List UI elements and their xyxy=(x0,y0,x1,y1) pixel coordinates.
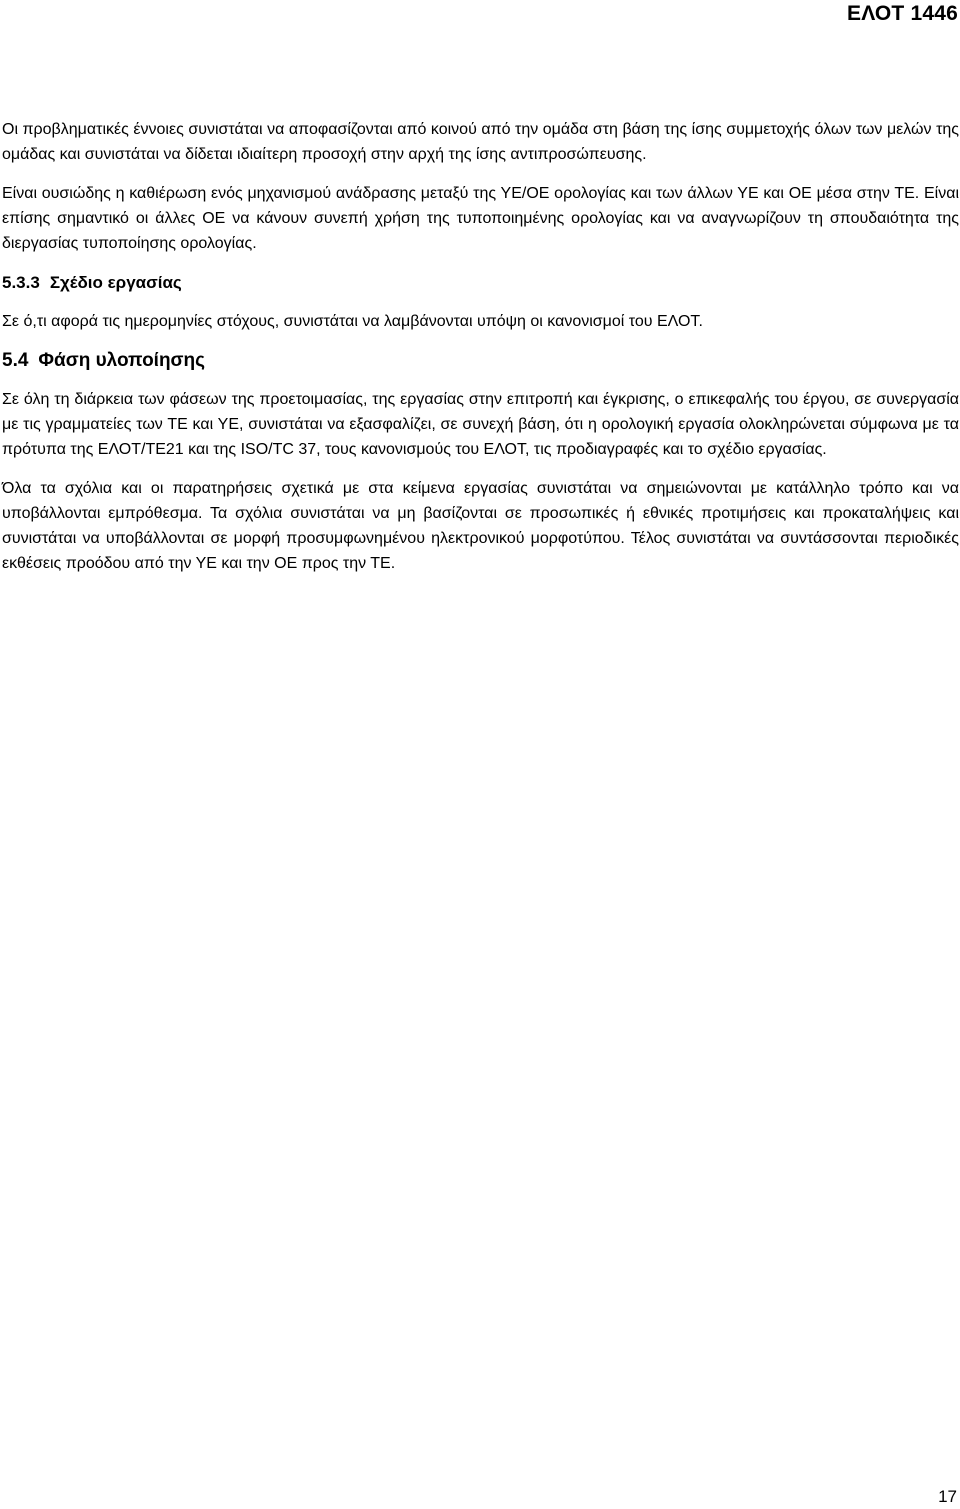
page-body xyxy=(2,117,959,576)
document-code-header: ΕΛΟΤ 1446 xyxy=(847,2,958,25)
section-title: Σχέδιο εργασίας xyxy=(49,273,182,292)
section-number: 5.4 xyxy=(2,350,29,371)
paragraph-problematic-concepts: Οι προβληματικές έννοιες συνιστάται να αποφασίζονται από κοινού από την ομάδα στη βάση της ίσης συμμετοχής όλων των μελών της ομάδας και συνιστάται να δίδεται ιδιαίτερη προσοχή στην αρχή της ίσης αντιπροσώπευσης. xyxy=(2,121,959,163)
paragraph-comments-submission: Όλα τα σχόλια και οι παρατηρήσεις σχετικά με στα κείμενα εργασίας συνιστάται να σημειώνονται με κατάλληλο τρόπο και να υποβάλλονται εμπρόθεσμα. Τα σχόλια συνιστάται να μη βασίζονται σε προσωπικές ή εθνικές προτιμήσεις και προκαταλήψεις και συνιστάται να υποβάλλονται σε μορφή προσυμφωνημένου ηλεκτρονικού μορφοτύπου. Τέλος συνιστάται να συντάσσονται περιοδικές εκθέσεις προόδου από την ΥΕ και την ΟΕ προς την ΤΕ. xyxy=(2,480,959,572)
section-heading-work-plan xyxy=(2,270,959,295)
paragraph-feedback-mechanism: Είναι ουσιώδης η καθιέρωση ενός μηχανισμού ανάδρασης μεταξύ της ΥΕ/ΟΕ ορολογίας και των άλλων ΥΕ και ΟΕ μέσα στην ΤΕ. Είναι επίσης σημαντικό οι άλλες ΟΕ να κάνουν συνεπή χρήση της τυποποιημένης ορολογίας και να αναγνωρίζουν τη σπουδαιότητα της διεργασίας τυποποίησης ορολογίας. xyxy=(2,185,959,252)
section-title: Φάση υλοποίησης xyxy=(38,350,206,371)
section-number: 5.3.3 xyxy=(2,273,40,292)
page-number: 17 xyxy=(938,1487,957,1506)
section-heading-implementation-phase xyxy=(2,348,959,373)
paragraph-project-leader: Σε όλη τη διάρκεια των φάσεων της προετοιμασίας, της εργασίας στην επιτροπή και έγκρισης, ο επικεφαλής του έργου, σε συνεργασία με τις γραμματείες των ΤΕ και ΥΕ, συνιστάται να εξασφαλίζει, σε συνεχή βάση, ότι η ορολογική εργασία ολοκληρώνεται σύμφωνα με τα πρότυπα της ΕΛΟΤ/ΤΕ21 και της ISO/TC 37, τους κανονισμούς του ΕΛΟΤ, τις προδιαγραφές και το σχέδιο εργασίας. xyxy=(2,391,959,458)
paragraph-target-dates: Σε ό,τι αφορά τις ημερομηνίες στόχους, συνιστάται να λαμβάνονται υπόψη οι κανονισμοί του ΕΛΟΤ. xyxy=(2,313,703,330)
